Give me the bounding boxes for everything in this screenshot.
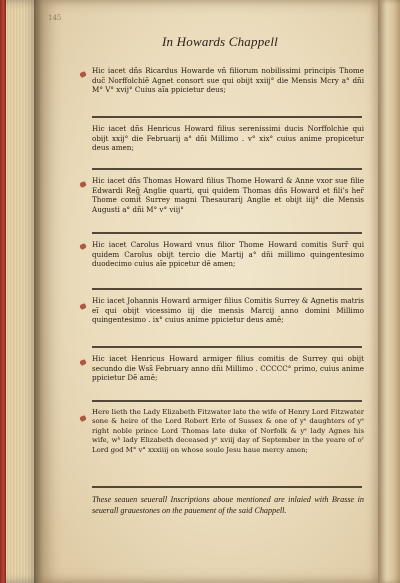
inscription-7: Here lieth the Lady Elizabeth Fitzwater late the wife of Henry Lord Fitzwater sone & heire of the Lord Robert Erle of Sussex & one of yᵉ daughters of yᵉ right noble prince Lord Thomas late duke of Norfolk & yᵉ lady Agnes his wife, wʰ lady Elizabeth deceased yᵉ xviij day of September in the yeare of oʳ Lord god M° v° xxxiiij on whose soule Jesu haue mercy amen;	[92, 408, 364, 454]
inscription-5: Hic iacet Johannis Howard armiger filius Comitis Surrey & Agnetis matris eĩ qui obijt vicessimo iij die mensis Marcij anno domini Millimo quingentesimo . ix° cuius anime ppicietur deus amē;	[92, 296, 364, 325]
inscription-3: Hic iacet dñs Thomas Howard filius Thome Howard & Anne vxor sue filie Edwardi Reg̃ Anglie quarti, qui quidem Thomas dñs Howard et fili’s her̃ Thome comit̃ Surrey magni Thesaurarij Anglie et obijt iiij° die Mensis Augusti a° dñi M° v° viij°	[92, 176, 364, 214]
divider-rule	[92, 232, 362, 234]
divider-rule	[92, 168, 362, 170]
red-page-edge	[0, 0, 6, 583]
inscription-1: Hic iacet dñs Ricardus Howarde vñ filiorum nobilissimi principis Thome duc̃ Norffolchiẽ Agnet consort sue qui obijt xxiij° die Mensis Mcry a° dñi M° V° xvij° Cuius aĩa ppicietur deus;	[92, 66, 364, 95]
divider-rule	[92, 486, 362, 488]
inscription-4: Hic iacet Carolus Howard vnus filior Thome Howard comitis Surr̃ qui quidem Carolus obijt tercio die Martij a° dñi millimo quingentesimo duodecimo cuius aĩe ppicetur dẽ amen;	[92, 240, 364, 269]
book-gutter	[34, 0, 44, 583]
folio-number: 145	[48, 14, 62, 22]
divider-rule	[92, 400, 362, 402]
closing-note: These seauen seuerall Inscriptions aboue mentioned are inlaied with Brasse in seuerall grauestones on the pauement of the said Chappell.	[92, 495, 364, 515]
inscription-2: Hic iacet dñs Henricus Howard filius serenissimi ducis Norffolchie qui obijt xxij° die Februarij a° dñi Millimo . v° xix° cuius anime propicetur deus amen;	[92, 124, 364, 153]
inscription-6: Hic iacet Henricus Howard armiger filius comitis de Surrey qui obijt secundo die Wss̃ February anno dñi Millimo . CCCCC° primo, cuius anime ppicietur Dẽ amē;	[92, 354, 364, 383]
facing-page-edge	[378, 0, 400, 583]
divider-rule	[92, 116, 362, 118]
page-heading: In Howards Chappell	[162, 34, 278, 49]
divider-rule	[92, 346, 362, 348]
divider-rule	[92, 288, 362, 290]
